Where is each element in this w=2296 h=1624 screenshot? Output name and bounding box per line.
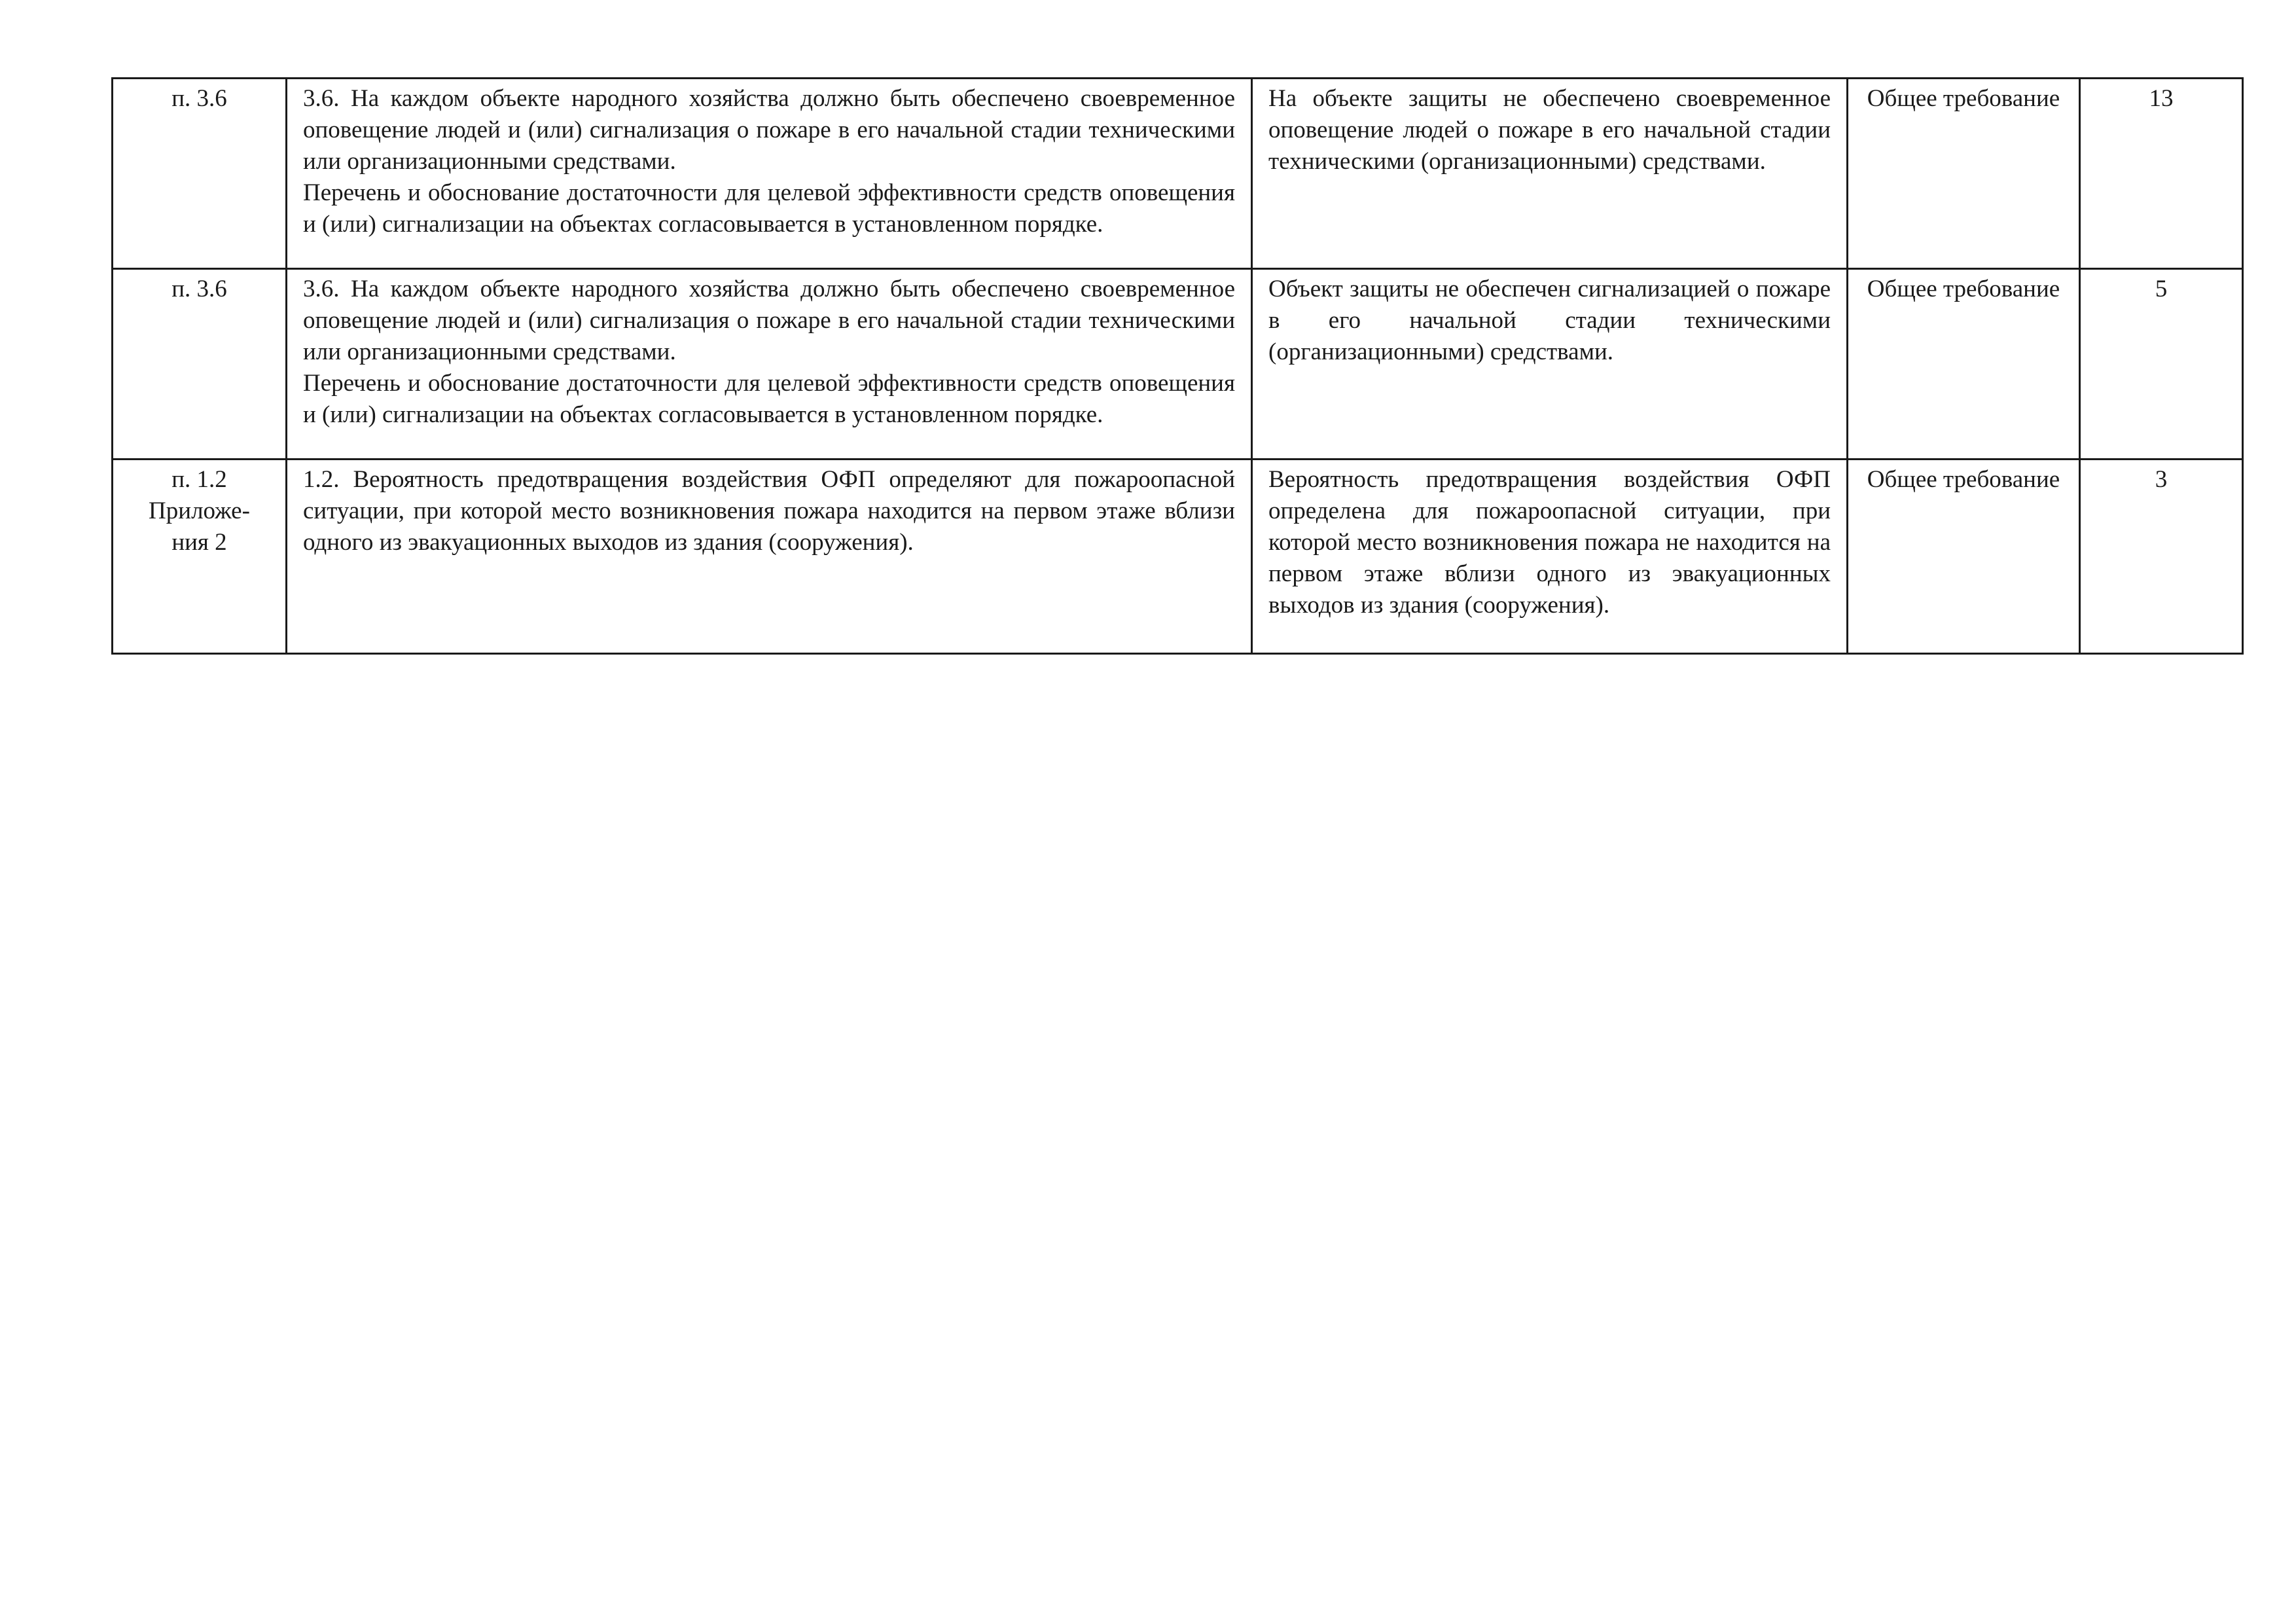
requirement-type-cell: [1848, 269, 2080, 460]
table-row: [113, 79, 2243, 269]
table-row: [113, 460, 2243, 654]
violation-text: На объекте защиты не обеспечено своевременное оповещение людей о пожаре в его начальной стадии техническими (организационными) средствами.: [1268, 85, 1831, 175]
requirement-paragraph: Перечень и обоснование достаточности для целевой эффективности средств оповещения и (или) сигнализации на объектах согласовывается в установленном порядке.: [303, 179, 1235, 238]
requirement-paragraph: 1.2. Вероятность предотвращения воздействия ОФП определяют для пожароопасной ситуации, при которой место возникновения пожара находится на первом этаже вблизи одного из эвакуационных выходов из здания (сооружения).: [303, 466, 1235, 556]
requirement-type-text: Общее требование: [1867, 276, 2060, 302]
number-text: 13: [2149, 85, 2174, 112]
table-row: [113, 269, 2243, 460]
requirement-paragraph: Перечень и обоснование достаточности для целевой эффективности средств оповещения и (или) сигнализации на объектах согласовывается в установленном порядке.: [303, 370, 1235, 428]
requirement-paragraph: 3.6. На каждом объекте народного хозяйства должно быть обеспечено своевременное оповещение людей и (или) сигнализация о пожаре в его начальной стадии техническими или организационными средствами.: [303, 85, 1235, 175]
clause-cell: [113, 460, 287, 654]
clause-cell: [113, 269, 287, 460]
number-cell: [2080, 269, 2243, 460]
number-cell: [2080, 460, 2243, 654]
requirement-type-text: Общее требование: [1867, 466, 2060, 493]
number-text: 3: [2155, 466, 2168, 493]
clause-text: п. 3.6: [171, 276, 227, 302]
requirement-type-cell: [1848, 460, 2080, 654]
violation-cell: [1252, 460, 1848, 654]
clause-text: Приложе-: [149, 497, 250, 524]
requirement-cell: [287, 79, 1252, 269]
requirement-type-text: Общее требование: [1867, 85, 2060, 112]
violation-text: Объект защиты не обеспечен сигнализацией о пожаре в его начальной стадии техническими (организационными) средствами.: [1268, 276, 1831, 365]
requirement-cell: [287, 269, 1252, 460]
clause-text: п. 3.6: [171, 85, 227, 112]
clause-cell: [113, 79, 287, 269]
number-cell: [2080, 79, 2243, 269]
requirement-paragraph: 3.6. На каждом объекте народного хозяйства должно быть обеспечено своевременное оповещение людей и (или) сигнализация о пожаре в его начальной стадии техническими или организационными средствами.: [303, 276, 1235, 365]
number-text: 5: [2155, 276, 2168, 302]
requirement-cell: [287, 460, 1252, 654]
violation-cell: [1252, 79, 1848, 269]
requirements-table: [111, 77, 2244, 655]
requirement-type-cell: [1848, 79, 2080, 269]
clause-text: ния 2: [171, 529, 227, 556]
violation-text: Вероятность предотвращения воздействия ОФП определена для пожароопасной ситуации, при которой место возникновения пожара не находится на первом этаже вблизи одного из эвакуационных выходов из здания (сооружения).: [1268, 466, 1831, 619]
violation-cell: [1252, 269, 1848, 460]
clause-text: п. 1.2: [171, 466, 227, 493]
